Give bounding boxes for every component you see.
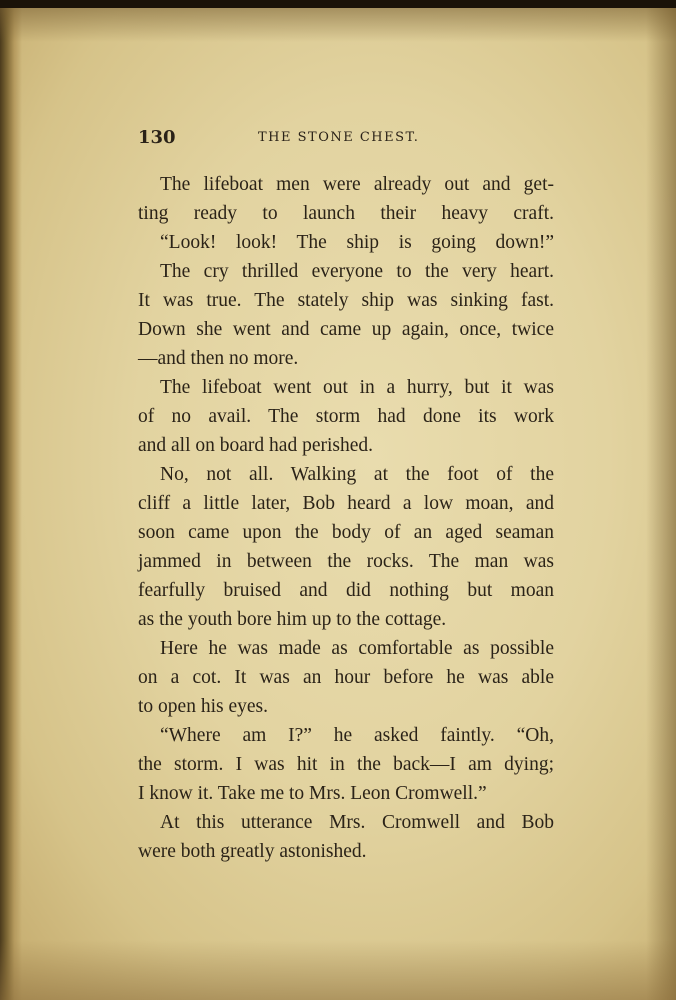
text-line: I know it. Take me to Mrs. Leon Cromwell.” xyxy=(138,783,487,804)
text-line: ting ready to launch their heavy craft. xyxy=(138,203,554,224)
page-bottom-edge xyxy=(0,940,676,1000)
text-line: The lifeboat men were already out and get- xyxy=(160,174,554,195)
body-text xyxy=(138,170,554,866)
text-line: were both greatly astonished. xyxy=(138,841,367,862)
page-top-shadow xyxy=(0,8,676,42)
text-line: At this utterance Mrs. Cromwell and Bob xyxy=(160,812,554,833)
text-line: The cry thrilled everyone to the very heart. xyxy=(160,261,554,282)
text-line: Down she went and came up again, once, twice xyxy=(138,319,554,340)
text-line: and all on board had perished. xyxy=(138,435,374,456)
text-line: The lifeboat went out in a hurry, but it was xyxy=(160,377,554,398)
page-right-edge xyxy=(646,8,676,1000)
text-line: of no avail. The storm had done its work xyxy=(138,406,554,427)
text-line: as the youth bore him up to the cottage. xyxy=(138,609,447,630)
text-line: jammed in between the rocks. The man was xyxy=(138,551,554,572)
text-line: soon came upon the body of an aged seaman xyxy=(138,522,554,543)
running-title: THE STONE CHEST. xyxy=(258,130,420,145)
text-line: cliff a little later, Bob heard a low moan, and xyxy=(138,493,554,514)
text-line: It was true. The stately ship was sinking fast. xyxy=(138,290,554,311)
text-line: “Where am I?” he asked faintly. “Oh, xyxy=(160,725,554,746)
book-binding xyxy=(0,8,22,1000)
text-line: to open his eyes. xyxy=(138,696,268,717)
text-line: Here he was made as comfortable as possible xyxy=(160,638,554,659)
text-line: the storm. I was hit in the back—I am dying; xyxy=(138,754,554,775)
text-line: on a cot. It was an hour before he was able xyxy=(138,667,554,688)
text-line: “Look! look! The ship is going down!” xyxy=(160,232,554,253)
page-number: 130 xyxy=(138,127,176,148)
text-line: fearfully bruised and did nothing but moan xyxy=(138,580,554,601)
text-line: No, not all. Walking at the foot of the xyxy=(160,464,554,485)
text-line: —and then no more. xyxy=(138,348,299,369)
